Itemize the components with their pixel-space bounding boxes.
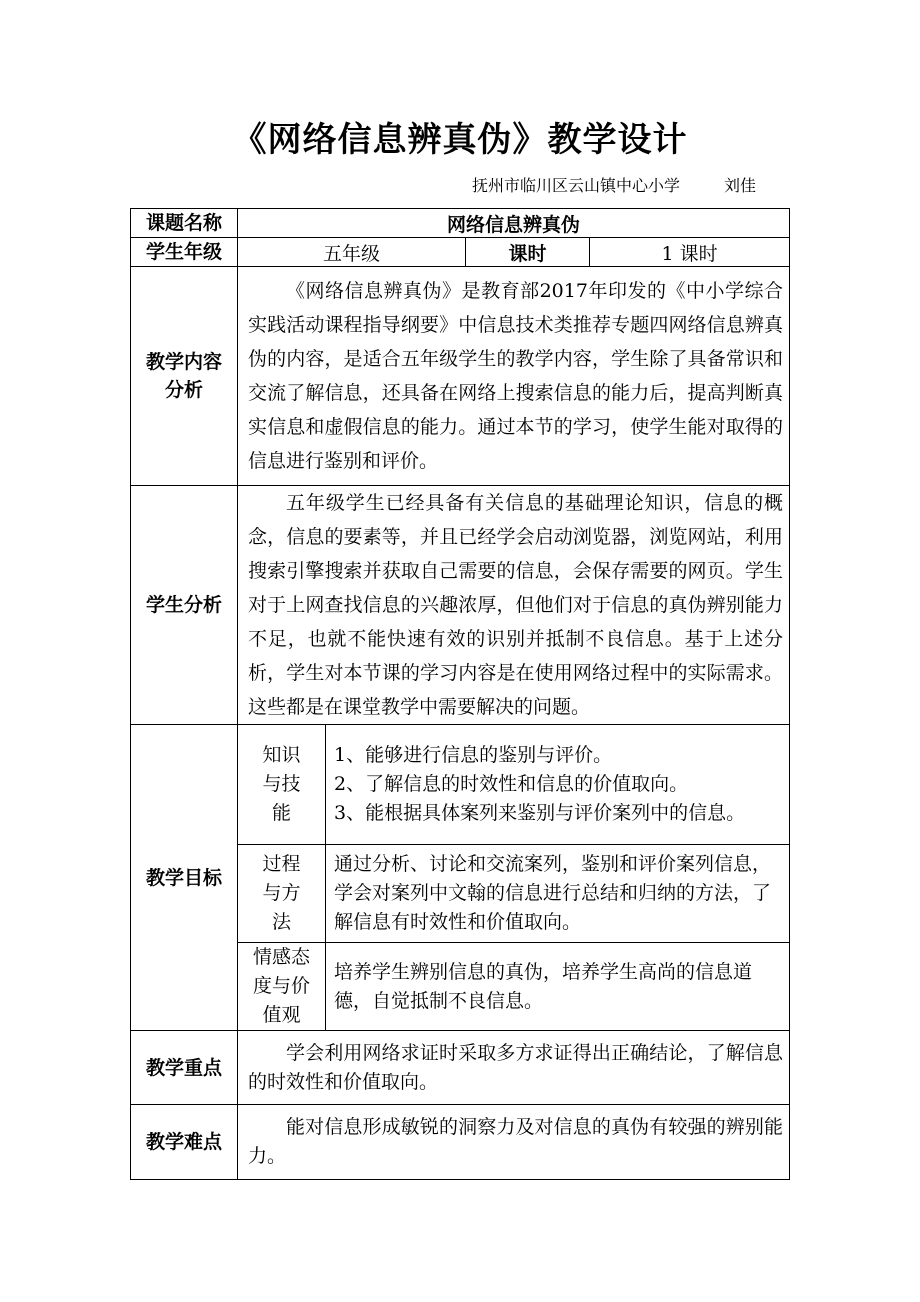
goal-process-line: 通过分析、讨论和交流案列，鉴别和评价案列信息，学会对案列中文翰的信息进行总结和归纳的方法，了解信息有时效性和价值取向。 [334, 853, 772, 933]
goal-knowledge-text [326, 725, 790, 845]
table-row [131, 209, 790, 238]
author-line [472, 173, 756, 196]
goal-knowledge-line: 1、能够进行信息的鉴别与评价。 [334, 744, 613, 766]
goal-knowledge-line: 2、了解信息的时效性和信息的价值取向。 [334, 773, 689, 795]
grade-value: 五年级 [238, 238, 466, 267]
grade-label: 学生年级 [131, 238, 238, 267]
author-name: 刘佳 [724, 176, 757, 195]
goal-knowledge-label: 知识与技能 [238, 725, 326, 845]
goal-emotion-text [326, 943, 790, 1031]
difficulty-label: 教学难点 [131, 1105, 238, 1180]
key-point-text: 学会利用网络求证时采取多方求证得出正确结论，了解信息的时效性和价值取向。 [238, 1031, 790, 1105]
goal-knowledge-line: 3、能根据具体案列来鉴别与评价案列中的信息。 [334, 802, 746, 824]
topic-value: 网络信息辨真伪 [238, 209, 790, 238]
difficulty-text: 能对信息形成敏锐的洞察力及对信息的真伪有较强的辨别能力。 [238, 1105, 790, 1180]
author-school: 抚州市临川区云山镇中心小学 [472, 176, 681, 195]
goal-process-label: 过程与方法 [238, 845, 326, 943]
goal-emotion-line: 培养学生辨别信息的真伪，培养学生高尚的信息道德，自觉抵制不良信息。 [334, 960, 753, 1012]
topic-label: 课题名称 [131, 209, 238, 238]
goal-process-text [326, 845, 790, 943]
table-row [131, 486, 790, 725]
hours-value: 1 课时 [590, 238, 790, 267]
student-analysis-text: 五年级学生已经具备有关信息的基础理论知识，信息的概念，信息的要素等，并且已经学会启动浏览器，浏览网站，利用搜索引擎搜索并获取自己需要的信息，会保存需要的网页。学生对于上网查找信息的兴趣浓厚，但他们对于信息的真伪辨别能力不足，也就不能快速有效的识别并抵制不良信息。基于上述分析，学生对本节课的学习内容是在使用网络过程中的实际需求。这些都是在课堂教学中需要解决的问题。 [238, 486, 790, 725]
content-analysis-text: 《网络信息辨真伪》是教育部2017年印发的《中小学综合实践活动课程指导纲要》中信息技术类推荐专题四网络信息辨真伪的内容，是适合五年级学生的教学内容，学生除了具备常识和交流了解信息，还具备在网络上搜索信息的能力后，提高判断真实信息和虚假信息的能力。通过本节的学习，使学生能对取得的信息进行鉴别和评价。 [238, 267, 790, 486]
table-row [131, 1105, 790, 1180]
table-row [131, 238, 790, 267]
goal-emotion-label: 情感态度与价值观 [238, 943, 326, 1031]
goals-label: 教学目标 [131, 725, 238, 1031]
lesson-plan-table [130, 208, 790, 1180]
content-label: 教学内容分析 [131, 267, 238, 486]
document-title: 《网络信息辨真伪》教学设计 [232, 120, 688, 160]
table-row [131, 725, 790, 845]
student-label: 学生分析 [131, 486, 238, 725]
table-row [131, 1031, 790, 1105]
hours-label: 课时 [466, 238, 590, 267]
table-row [131, 267, 790, 486]
key-point-label: 教学重点 [131, 1031, 238, 1105]
